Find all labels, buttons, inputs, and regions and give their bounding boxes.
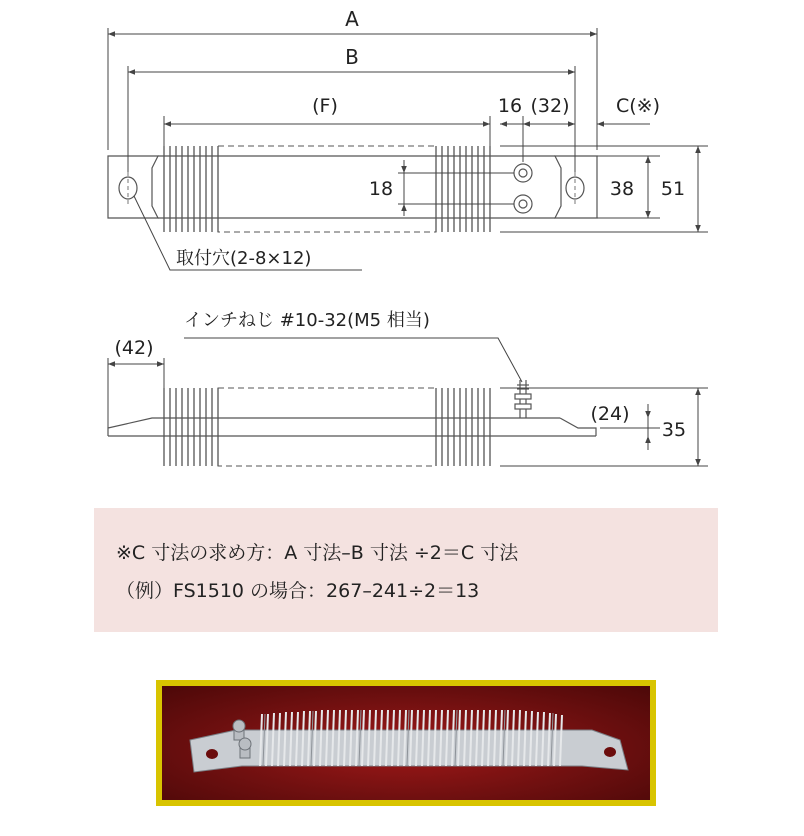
dim-F-label: (F) — [312, 95, 338, 117]
terminals-top — [514, 164, 532, 213]
left-bracket — [108, 156, 158, 218]
dim-24-label: (24) — [590, 403, 630, 425]
screw-terminal — [515, 380, 531, 418]
right-fin-group — [436, 146, 490, 232]
dim-B-label: B — [345, 45, 359, 69]
dim-32-label: (32) — [530, 95, 570, 117]
left-fin-group — [164, 146, 218, 232]
side-view — [108, 380, 596, 466]
right-bracket — [555, 156, 597, 218]
side-left-fin-group — [164, 388, 218, 466]
dim-38-label: 38 — [609, 178, 635, 200]
dim-16-label: 16 — [497, 95, 523, 117]
mounting-hole-callout: 取付穴(2-8×12) — [176, 248, 312, 269]
dim-51-label: 51 — [660, 178, 686, 200]
calculation-note — [94, 508, 718, 632]
screw-callout: インチねじ #10-32(M5 相当) — [184, 310, 430, 331]
dim-35-label: 35 — [661, 419, 687, 441]
side-right-fin-group — [436, 388, 490, 466]
dim-C-label: C(※) — [615, 95, 661, 117]
note-line-example: （例）FS1510 の場合：267–241÷2＝13 — [116, 580, 480, 602]
dim-A-label: A — [345, 7, 359, 31]
product-photo — [156, 680, 656, 806]
note-line-formula: ※C 寸法の求め方：A 寸法–B 寸法 ÷2＝C 寸法 — [116, 542, 519, 564]
product-photo-image — [162, 686, 650, 800]
dim-18-label: 18 — [368, 178, 394, 200]
dim-42-label: (42) — [114, 337, 154, 359]
heater-illustration — [162, 686, 650, 800]
top-view — [108, 146, 597, 232]
